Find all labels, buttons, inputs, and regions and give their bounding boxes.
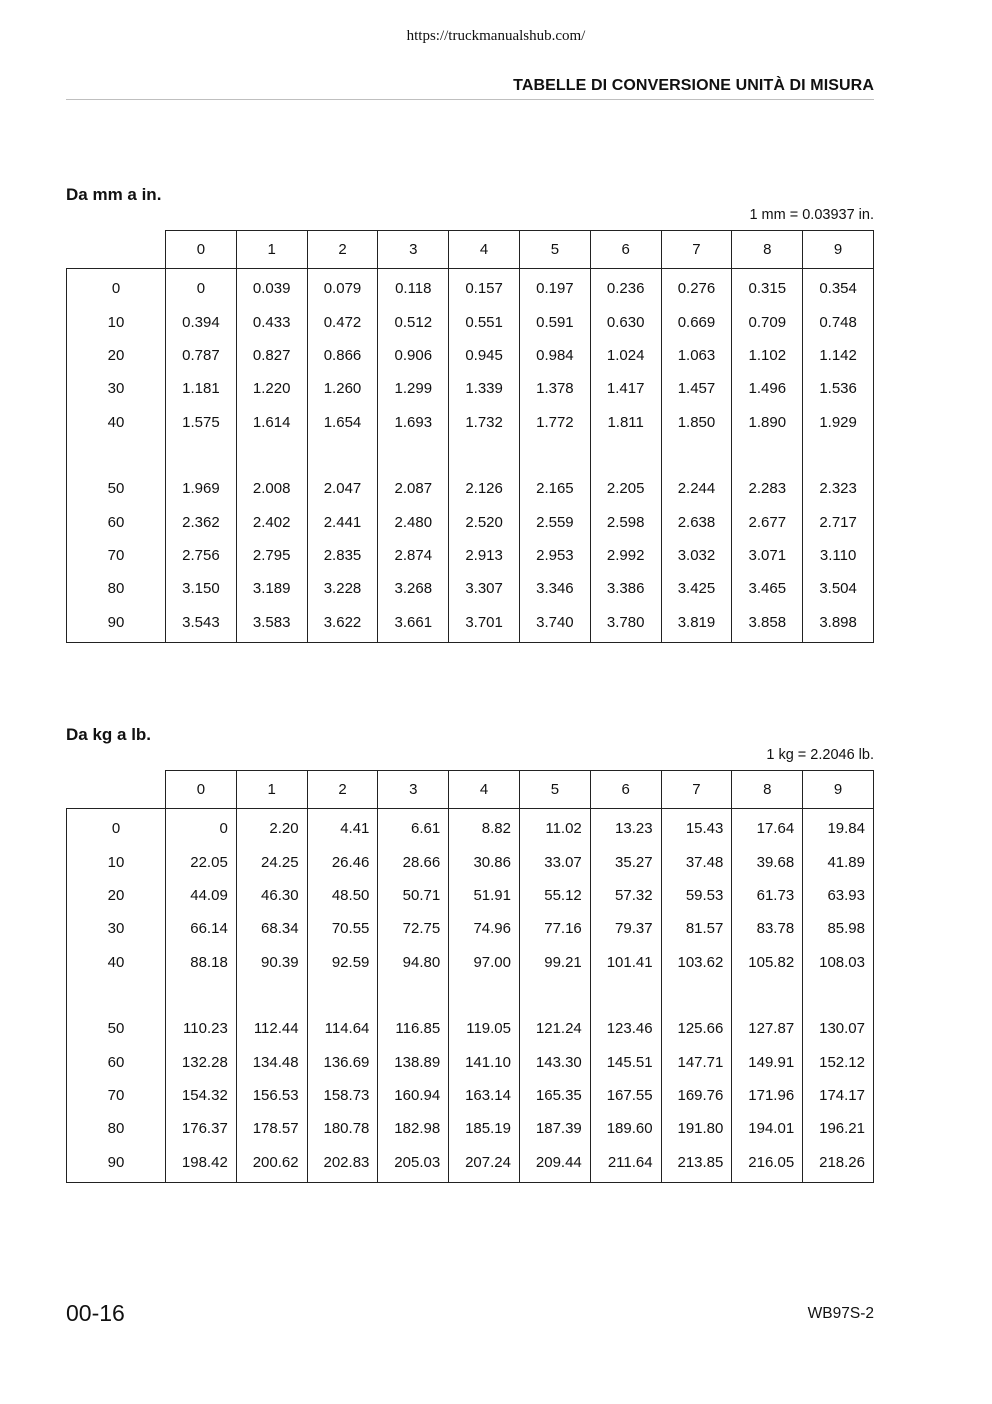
table-cell: 83.78 [732, 912, 803, 945]
table-cell: 2.480 [378, 505, 449, 538]
table-row [67, 946, 874, 979]
table-row [67, 472, 874, 505]
table-cell: 174.17 [803, 1079, 874, 1112]
table-cell: 160.94 [378, 1079, 449, 1112]
column-header: 2 [307, 231, 378, 269]
table-cell: 0.984 [519, 339, 590, 372]
table-cell: 134.48 [236, 1045, 307, 1078]
kg-to-lb-factor: 1 kg = 2.2046 lb. [766, 747, 874, 763]
table-cell: 70.55 [307, 912, 378, 945]
table-row [67, 339, 874, 372]
table-cell: 180.78 [307, 1112, 378, 1145]
table-cell: 92.59 [307, 946, 378, 979]
table-cell: 0.709 [732, 305, 803, 338]
row-header: 10 [67, 845, 166, 878]
table-cell: 171.96 [732, 1079, 803, 1112]
table-cell: 0.433 [236, 305, 307, 338]
table-cell: 59.53 [661, 879, 732, 912]
table-cell: 136.69 [307, 1045, 378, 1078]
table-cell: 198.42 [166, 1146, 237, 1183]
row-header: 20 [67, 339, 166, 372]
table-cell: 3.740 [519, 606, 590, 643]
table-cell: 200.62 [236, 1146, 307, 1183]
table-cell: 2.205 [590, 472, 661, 505]
row-header: 50 [67, 1012, 166, 1045]
column-header: 7 [661, 231, 732, 269]
table-cell: 41.89 [803, 845, 874, 878]
table-cell: 77.16 [519, 912, 590, 945]
table-cell: 213.85 [661, 1146, 732, 1183]
corner-cell [67, 771, 166, 809]
table-cell: 19.84 [803, 809, 874, 846]
table-cell: 3.780 [590, 606, 661, 643]
table-cell: 2.008 [236, 472, 307, 505]
table-cell: 182.98 [378, 1112, 449, 1145]
table-cell: 1.142 [803, 339, 874, 372]
table-cell: 0.591 [519, 305, 590, 338]
table-cell: 202.83 [307, 1146, 378, 1183]
table-cell: 123.46 [590, 1012, 661, 1045]
table-cell: 108.03 [803, 946, 874, 979]
table-cell: 3.898 [803, 606, 874, 643]
row-header: 40 [67, 946, 166, 979]
table-cell: 3.465 [732, 572, 803, 605]
row-spacer [67, 439, 874, 472]
table-cell: 2.20 [236, 809, 307, 846]
table-cell: 0 [166, 269, 237, 306]
column-header: 9 [803, 231, 874, 269]
table-cell: 2.362 [166, 505, 237, 538]
table-cell: 46.30 [236, 879, 307, 912]
table-row [67, 1146, 874, 1183]
table-cell: 1.299 [378, 372, 449, 405]
table-cell: 211.64 [590, 1146, 661, 1183]
table-cell: 1.220 [236, 372, 307, 405]
table-row [67, 269, 874, 306]
table-cell: 90.39 [236, 946, 307, 979]
table-cell: 101.41 [590, 946, 661, 979]
table-cell: 1.890 [732, 406, 803, 439]
table-cell: 105.82 [732, 946, 803, 979]
table-cell: 3.189 [236, 572, 307, 605]
table-cell: 2.638 [661, 505, 732, 538]
table-cell: 2.047 [307, 472, 378, 505]
table-cell: 2.835 [307, 539, 378, 572]
table-cell: 1.339 [449, 372, 520, 405]
table-cell: 61.73 [732, 879, 803, 912]
table-cell: 1.457 [661, 372, 732, 405]
table-cell: 0.945 [449, 339, 520, 372]
table-cell: 3.346 [519, 572, 590, 605]
table-cell: 81.57 [661, 912, 732, 945]
table-cell: 2.520 [449, 505, 520, 538]
table-cell: 1.536 [803, 372, 874, 405]
table-cell: 165.35 [519, 1079, 590, 1112]
column-header: 8 [732, 771, 803, 809]
table-cell: 0.512 [378, 305, 449, 338]
mm-to-in-factor: 1 mm = 0.03937 in. [749, 207, 874, 223]
table-cell: 3.268 [378, 572, 449, 605]
table-cell: 3.228 [307, 572, 378, 605]
table-cell: 169.76 [661, 1079, 732, 1112]
table-cell: 3.504 [803, 572, 874, 605]
table-cell: 3.661 [378, 606, 449, 643]
column-header: 0 [166, 231, 237, 269]
table-cell: 3.543 [166, 606, 237, 643]
table-cell: 1.417 [590, 372, 661, 405]
table-cell: 0.551 [449, 305, 520, 338]
row-header: 20 [67, 879, 166, 912]
column-header: 7 [661, 771, 732, 809]
table-cell: 1.378 [519, 372, 590, 405]
table-cell: 11.02 [519, 809, 590, 846]
table-cell: 0.669 [661, 305, 732, 338]
table-cell: 0 [166, 809, 237, 846]
table-cell: 0.906 [378, 339, 449, 372]
table-cell: 63.93 [803, 879, 874, 912]
table-cell: 74.96 [449, 912, 520, 945]
table-cell: 24.25 [236, 845, 307, 878]
table-row [67, 809, 874, 846]
mm-to-in-title: Da mm a in. [66, 185, 162, 204]
table-cell: 37.48 [661, 845, 732, 878]
column-header: 6 [590, 231, 661, 269]
table-cell: 3.150 [166, 572, 237, 605]
table-cell: 2.323 [803, 472, 874, 505]
table-cell: 1.260 [307, 372, 378, 405]
table-cell: 194.01 [732, 1112, 803, 1145]
table-cell: 17.64 [732, 809, 803, 846]
row-header: 80 [67, 1112, 166, 1145]
table-row [67, 606, 874, 643]
table-cell: 3.307 [449, 572, 520, 605]
table-cell: 3.622 [307, 606, 378, 643]
table-row [67, 406, 874, 439]
table-cell: 3.386 [590, 572, 661, 605]
column-header: 9 [803, 771, 874, 809]
table-cell: 1.496 [732, 372, 803, 405]
row-header: 30 [67, 372, 166, 405]
column-header: 1 [236, 231, 307, 269]
table-cell: 97.00 [449, 946, 520, 979]
table-cell: 94.80 [378, 946, 449, 979]
row-spacer [67, 979, 874, 1012]
table-cell: 2.441 [307, 505, 378, 538]
table-cell: 154.32 [166, 1079, 237, 1112]
table-cell: 116.85 [378, 1012, 449, 1045]
table-cell: 143.30 [519, 1045, 590, 1078]
table-cell: 178.57 [236, 1112, 307, 1145]
row-header: 60 [67, 505, 166, 538]
row-header: 50 [67, 472, 166, 505]
table-row [67, 1079, 874, 1112]
table-cell: 218.26 [803, 1146, 874, 1183]
table-cell: 0.118 [378, 269, 449, 306]
table-row [67, 572, 874, 605]
kg-to-lb-table [66, 770, 874, 1183]
column-header: 5 [519, 231, 590, 269]
table-cell: 3.819 [661, 606, 732, 643]
table-cell: 2.953 [519, 539, 590, 572]
table-cell: 44.09 [166, 879, 237, 912]
table-cell: 0.315 [732, 269, 803, 306]
table-row [67, 1045, 874, 1078]
row-header: 60 [67, 1045, 166, 1078]
table-cell: 2.559 [519, 505, 590, 538]
table-cell: 156.53 [236, 1079, 307, 1112]
table-cell: 185.19 [449, 1112, 520, 1145]
table-cell: 152.12 [803, 1045, 874, 1078]
table-cell: 0.236 [590, 269, 661, 306]
table-cell: 3.858 [732, 606, 803, 643]
header-divider [66, 99, 874, 100]
table-cell: 132.28 [166, 1045, 237, 1078]
table-cell: 2.717 [803, 505, 874, 538]
table-cell: 51.91 [449, 879, 520, 912]
table-cell: 57.32 [590, 879, 661, 912]
table-cell: 0.472 [307, 305, 378, 338]
column-header: 8 [732, 231, 803, 269]
table-cell: 2.402 [236, 505, 307, 538]
table-cell: 176.37 [166, 1112, 237, 1145]
table-cell: 1.024 [590, 339, 661, 372]
table-cell: 55.12 [519, 879, 590, 912]
table-cell: 2.874 [378, 539, 449, 572]
table-cell: 3.701 [449, 606, 520, 643]
column-header: 0 [166, 771, 237, 809]
column-header: 5 [519, 771, 590, 809]
table-row [67, 305, 874, 338]
table-cell: 1.969 [166, 472, 237, 505]
table-cell: 3.583 [236, 606, 307, 643]
table-cell: 1.811 [590, 406, 661, 439]
row-header: 30 [67, 912, 166, 945]
table-cell: 0.197 [519, 269, 590, 306]
table-cell: 149.91 [732, 1045, 803, 1078]
table-cell: 2.756 [166, 539, 237, 572]
table-cell: 141.10 [449, 1045, 520, 1078]
table-cell: 0.787 [166, 339, 237, 372]
table-row [67, 1012, 874, 1045]
table-cell: 26.46 [307, 845, 378, 878]
row-header: 70 [67, 1079, 166, 1112]
table-cell: 2.598 [590, 505, 661, 538]
table-cell: 145.51 [590, 1045, 661, 1078]
table-cell: 13.23 [590, 809, 661, 846]
table-cell: 50.71 [378, 879, 449, 912]
mm-to-in-table [66, 230, 874, 643]
table-cell: 0.039 [236, 269, 307, 306]
table-cell: 4.41 [307, 809, 378, 846]
table-cell: 2.795 [236, 539, 307, 572]
table-cell: 1.102 [732, 339, 803, 372]
table-row [67, 372, 874, 405]
table-cell: 39.68 [732, 845, 803, 878]
table-cell: 68.34 [236, 912, 307, 945]
table-cell: 127.87 [732, 1012, 803, 1045]
table-cell: 22.05 [166, 845, 237, 878]
table-cell: 207.24 [449, 1146, 520, 1183]
table-cell: 163.14 [449, 1079, 520, 1112]
table-cell: 1.575 [166, 406, 237, 439]
column-header: 3 [378, 771, 449, 809]
table-cell: 0.354 [803, 269, 874, 306]
table-cell: 3.425 [661, 572, 732, 605]
table-cell: 205.03 [378, 1146, 449, 1183]
table-row [67, 845, 874, 878]
table-cell: 147.71 [661, 1045, 732, 1078]
table-cell: 1.850 [661, 406, 732, 439]
table-cell: 2.244 [661, 472, 732, 505]
table-cell: 72.75 [378, 912, 449, 945]
column-header: 6 [590, 771, 661, 809]
corner-cell [67, 231, 166, 269]
table-cell: 30.86 [449, 845, 520, 878]
table-cell: 2.992 [590, 539, 661, 572]
table-cell: 138.89 [378, 1045, 449, 1078]
row-header: 80 [67, 572, 166, 605]
table-cell: 1.929 [803, 406, 874, 439]
kg-to-lb-title: Da kg a lb. [66, 725, 152, 744]
table-cell: 1.614 [236, 406, 307, 439]
table-cell: 0.394 [166, 305, 237, 338]
table-cell: 6.61 [378, 809, 449, 846]
table-cell: 1.732 [449, 406, 520, 439]
table-cell: 209.44 [519, 1146, 590, 1183]
table-cell: 0.630 [590, 305, 661, 338]
table-cell: 3.032 [661, 539, 732, 572]
table-cell: 216.05 [732, 1146, 803, 1183]
table-cell: 15.43 [661, 809, 732, 846]
row-header: 0 [67, 809, 166, 846]
table-cell: 110.23 [166, 1012, 237, 1045]
table-cell: 187.39 [519, 1112, 590, 1145]
table-cell: 125.66 [661, 1012, 732, 1045]
table-cell: 0.157 [449, 269, 520, 306]
table-row [67, 1112, 874, 1145]
column-header: 4 [449, 771, 520, 809]
row-header: 70 [67, 539, 166, 572]
table-cell: 2.087 [378, 472, 449, 505]
table-cell: 1.063 [661, 339, 732, 372]
table-cell: 196.21 [803, 1112, 874, 1145]
table-cell: 33.07 [519, 845, 590, 878]
table-cell: 0.866 [307, 339, 378, 372]
row-header: 90 [67, 606, 166, 643]
page-header-title: TABELLE DI CONVERSIONE UNITÀ DI MISURA [513, 77, 874, 94]
table-cell: 121.24 [519, 1012, 590, 1045]
table-cell: 1.693 [378, 406, 449, 439]
table-cell: 130.07 [803, 1012, 874, 1045]
column-header: 1 [236, 771, 307, 809]
page-number: 00-16 [66, 1300, 125, 1326]
column-header: 4 [449, 231, 520, 269]
table-cell: 85.98 [803, 912, 874, 945]
table-cell: 2.913 [449, 539, 520, 572]
table-cell: 103.62 [661, 946, 732, 979]
table-cell: 99.21 [519, 946, 590, 979]
column-header: 3 [378, 231, 449, 269]
table-cell: 8.82 [449, 809, 520, 846]
table-cell: 189.60 [590, 1112, 661, 1145]
table-cell: 2.677 [732, 505, 803, 538]
table-cell: 48.50 [307, 879, 378, 912]
table-cell: 0.748 [803, 305, 874, 338]
table-cell: 2.126 [449, 472, 520, 505]
table-cell: 28.66 [378, 845, 449, 878]
table-cell: 112.44 [236, 1012, 307, 1045]
table-cell: 79.37 [590, 912, 661, 945]
table-cell: 1.181 [166, 372, 237, 405]
table-cell: 2.165 [519, 472, 590, 505]
row-header: 0 [67, 269, 166, 306]
table-row [67, 539, 874, 572]
row-header: 40 [67, 406, 166, 439]
table-cell: 1.654 [307, 406, 378, 439]
table-row [67, 505, 874, 538]
table-cell: 66.14 [166, 912, 237, 945]
column-header: 2 [307, 771, 378, 809]
table-cell: 114.64 [307, 1012, 378, 1045]
table-cell: 35.27 [590, 845, 661, 878]
table-cell: 3.071 [732, 539, 803, 572]
row-header: 90 [67, 1146, 166, 1183]
table-row [67, 912, 874, 945]
table-cell: 0.827 [236, 339, 307, 372]
table-row [67, 879, 874, 912]
row-header: 10 [67, 305, 166, 338]
table-cell: 0.079 [307, 269, 378, 306]
model-code: WB97S-2 [807, 1305, 874, 1322]
table-cell: 0.276 [661, 269, 732, 306]
table-cell: 191.80 [661, 1112, 732, 1145]
table-cell: 88.18 [166, 946, 237, 979]
table-cell: 119.05 [449, 1012, 520, 1045]
source-url: https://truckmanualshub.com/ [406, 28, 586, 44]
table-cell: 2.283 [732, 472, 803, 505]
table-cell: 3.110 [803, 539, 874, 572]
table-cell: 158.73 [307, 1079, 378, 1112]
table-cell: 167.55 [590, 1079, 661, 1112]
table-cell: 1.772 [519, 406, 590, 439]
